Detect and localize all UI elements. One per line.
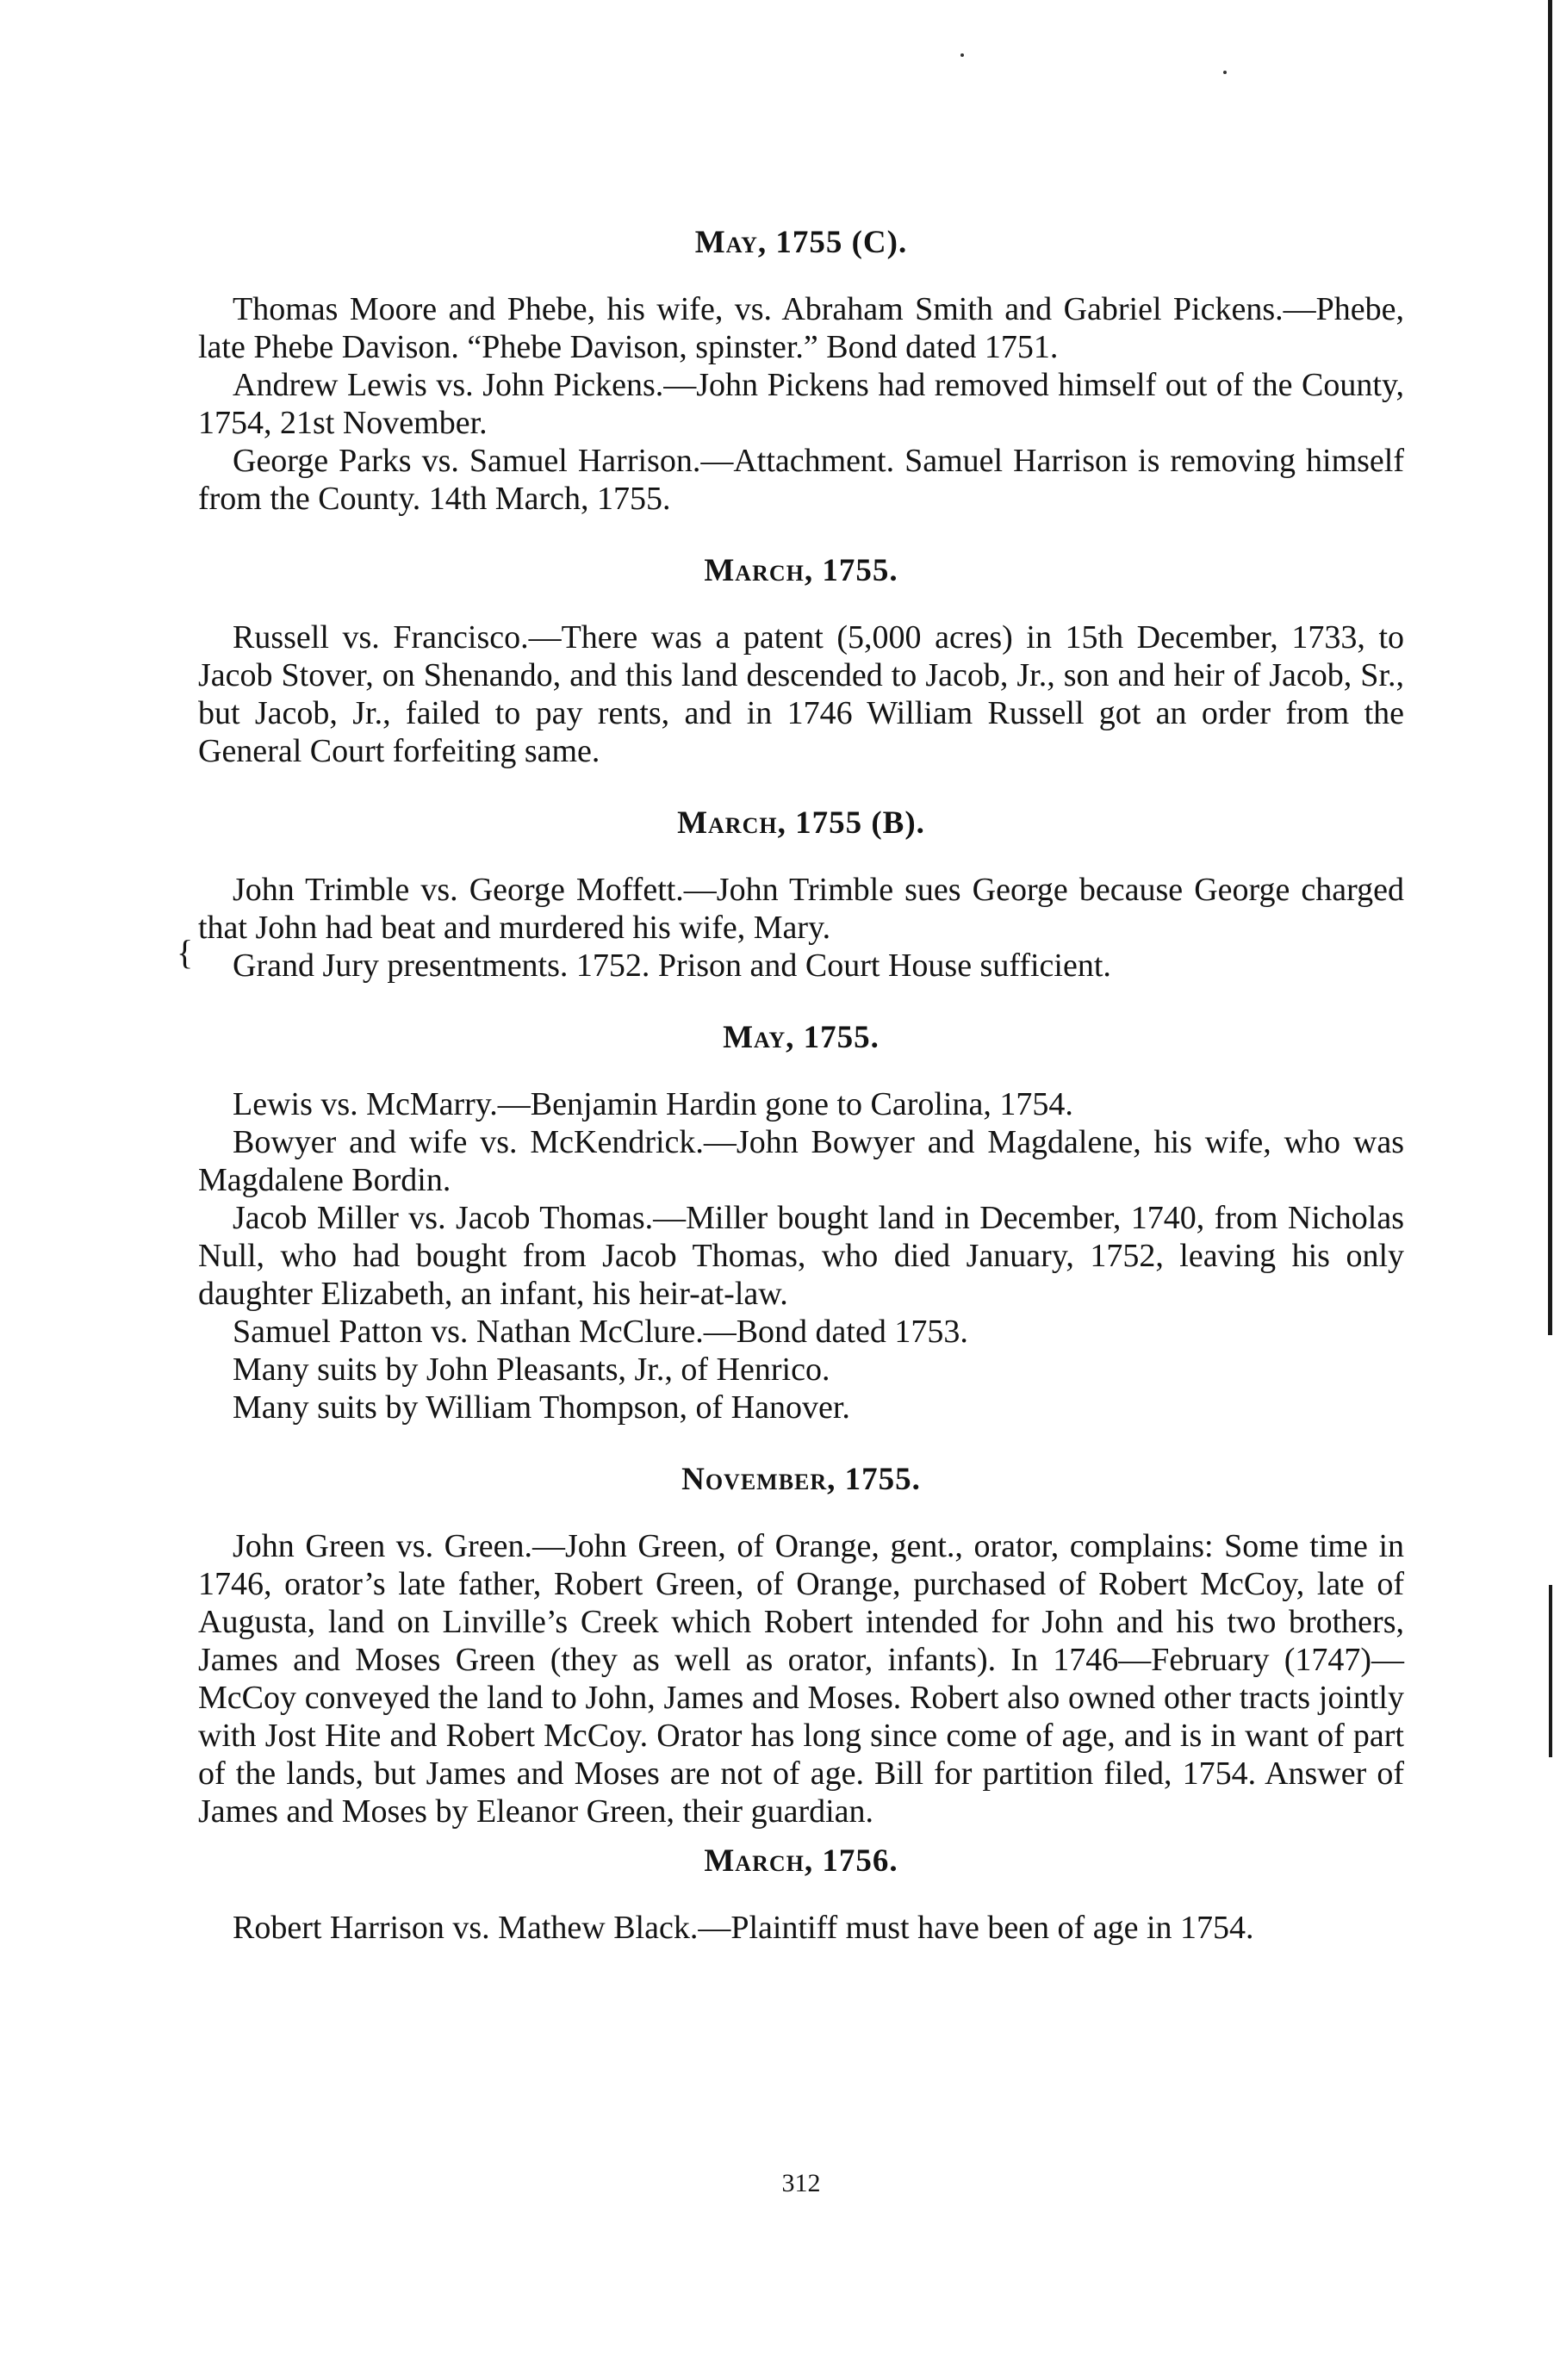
entry-paragraph: John Green vs. Green.—John Green, of Orange, gent., orator, complains: Some time in 1746, orator’s late father, Robert Green, of Orange, purchased of Robert McCoy, late of Augusta, land on Linville’s Creek which Robert intended for John and his two brothers, James and Moses Green (they as well as orator, infants). In 1746—February (1747)—McCoy conveyed the land to John, James and Moses. Robert also owned other tracts jointly with Jost Hite and Robert McCoy. Orator has long since come of age, and is in want of part of the lands, but James and Moses are not of age. Bill for partition filed, 1754. Answer of James and Moses by Eleanor Green, their guardian. [198,1528,1404,1830]
entry-paragraph: Lewis vs. McMarry.—Benjamin Hardin gone to Carolina, 1754. [233,1086,1073,1122]
entry-paragraph: Grand Jury presentments. 1752. Prison and Court House sufficient. [233,948,1111,984]
entry-paragraph: Robert Harrison vs. Mathew Black.—Plaintiff must have been of age in 1754. [233,1910,1254,1946]
section-heading: November, 1755. [681,1462,921,1497]
entry-paragraph: Thomas Moore and Phebe, his wife, vs. Abraham Smith and Gabriel Pickens.—Phebe, late Phebe Davison. “Phebe Davison, spinster.” Bond dated 1751. [198,291,1404,365]
section-heading: March, 1756. [704,1843,898,1879]
scan-edge-rule [1548,0,1552,1335]
entry-paragraph: Many suits by William Thompson, of Hanover. [233,1389,850,1426]
entry-paragraph: Many suits by John Pleasants, Jr., of Henrico. [233,1352,830,1388]
section-march-1756 [198,1842,1404,1947]
section-march-1755 [198,552,1404,770]
scan-speck [960,53,964,57]
section-heading: March, 1755 (B). [677,805,925,841]
page-number: 312 [781,2169,821,2197]
entry-paragraph: George Parks vs. Samuel Harrison.—Attachment. Samuel Harrison is removing himself from the County. 14th March, 1755. [198,443,1404,517]
document-page [198,224,1404,2197]
scan-speck [1223,71,1227,74]
entry-paragraph: Jacob Miller vs. Jacob Thomas.—Miller bought land in December, 1740, from Nicholas Null, who had bought from Jacob Thomas, who died January, 1752, leaving his only daughter Elizabeth, an infant, his heir-at-law. [198,1200,1404,1312]
section-may-1755 [198,1019,1404,1426]
scan-edge-rule-lower [1549,1585,1552,1757]
section-march-1755-b [198,805,1404,985]
section-heading: May, 1755 (C). [694,225,908,260]
margin-brace-mark: { [177,933,194,972]
entry-paragraph: John Trimble vs. George Moffett.—John Trimble sues George because George charged that John had beat and murdered his wife, Mary. [198,872,1404,946]
entry-paragraph: Bowyer and wife vs. McKendrick.—John Bowyer and Magdalene, his wife, who was Magdalene Bordin. [198,1124,1404,1198]
section-may-1755-c [198,224,1404,518]
entry-paragraph: Russell vs. Francisco.—There was a patent (5,000 acres) in 15th December, 1733, to Jacob Stover, on Shenando, and this land descended to Jacob, Jr., son and heir of Jacob, Sr., but Jacob, Jr., failed to pay rents, and in 1746 William Russell got an order from the General Court forfeiting same. [198,619,1404,769]
entry-paragraph: Samuel Patton vs. Nathan McClure.—Bond dated 1753. [233,1314,968,1350]
entry-paragraph: Andrew Lewis vs. John Pickens.—John Pickens had removed himself out of the County, 1754, 21st November. [198,367,1404,441]
section-november-1755 [198,1461,1404,1830]
section-heading: March, 1755. [704,553,898,588]
section-heading: May, 1755. [723,1020,880,1055]
